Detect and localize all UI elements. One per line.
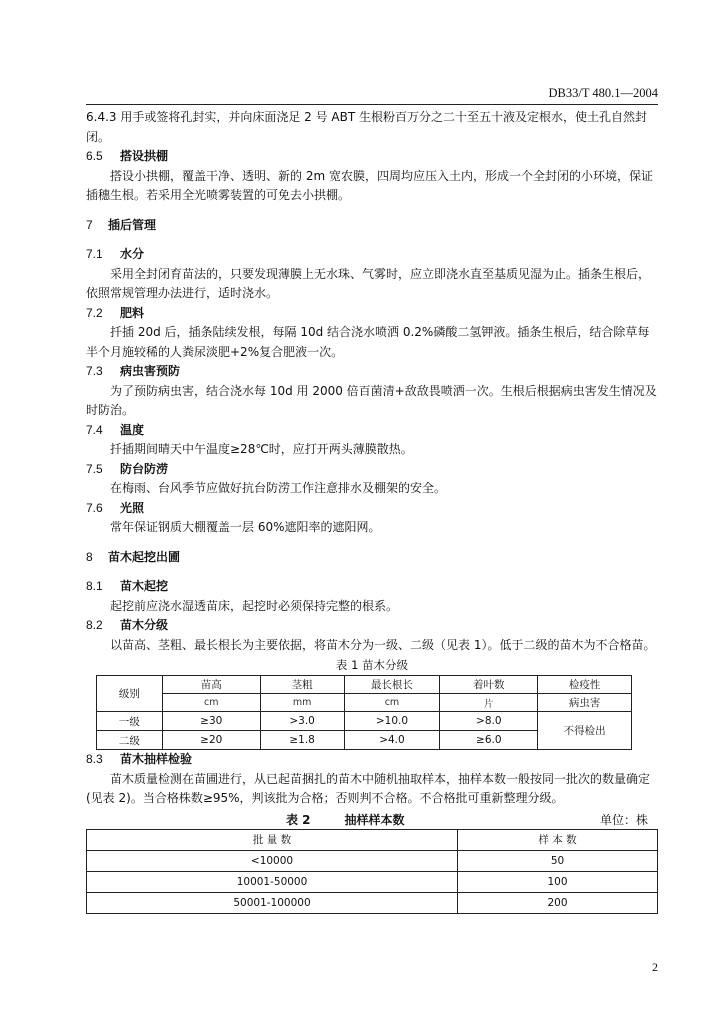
table1-cell: >4.0 xyxy=(344,731,440,750)
table1-unit-row xyxy=(97,694,632,712)
heading-7-4 xyxy=(86,421,658,441)
table1-cell: ≥6.0 xyxy=(440,731,538,750)
table2-cell: 200 xyxy=(458,892,658,913)
table-row xyxy=(87,892,658,913)
header-rule xyxy=(86,104,658,105)
heading-8-2 xyxy=(86,616,658,636)
table1-unit-cell: mm xyxy=(260,694,344,712)
table2-cell: 10001-50000 xyxy=(87,871,458,892)
table2-cell: 50001-100000 xyxy=(87,892,458,913)
heading-title: 苗木起挖出圃 xyxy=(108,549,181,564)
clause-7-5-text: 在梅雨、台风季节应做好抗台防涝工作注意排水及棚架的安全。 xyxy=(110,481,447,495)
heading-number: 7.4 xyxy=(86,422,103,437)
heading-number: 8.1 xyxy=(86,579,103,593)
heading-number: 8 xyxy=(86,549,93,564)
table2-number: 表 2 xyxy=(286,812,311,827)
document-body xyxy=(86,108,658,914)
heading-number: 7.5 xyxy=(86,461,103,476)
heading-title: 温度 xyxy=(120,422,145,437)
table1-cell: >3.0 xyxy=(260,712,344,731)
heading-7-6 xyxy=(86,499,658,519)
heading-title: 肥料 xyxy=(120,305,145,320)
clause-8-2-text: 以苗高、茎粗、最长根长为主要依据，将苗木分为一级、二级（见表 1）。低于二级的苗木为不合格苗。 xyxy=(110,637,656,652)
heading-number: 8.2 xyxy=(86,618,103,632)
table1-unit-cell: cm xyxy=(344,694,440,712)
table-row xyxy=(87,850,658,871)
table1-header-cell: 着叶数 xyxy=(440,676,538,694)
table1-header-cell: 苗高 xyxy=(162,676,260,694)
heading-7-3 xyxy=(86,362,658,382)
table2-name: 抽样样本数 xyxy=(344,812,405,827)
table2-cell: 100 xyxy=(458,871,658,892)
heading-title: 苗木分级 xyxy=(120,618,169,632)
heading-7 xyxy=(86,216,658,236)
table1-unit-cell: 片 xyxy=(440,694,538,712)
table2-sample-size xyxy=(86,829,658,914)
clause-7-1-text: 采用全封闭育苗法的，只要发现薄膜上无水珠、气雾时，应立即浇水直至基质见湿为止。插条生根后，依照常规管理办法进行，适时浇水。 xyxy=(86,266,651,300)
doc-code: DB33/T 480.1—2004 xyxy=(548,86,658,100)
heading-8 xyxy=(86,548,658,568)
table1-cell: 一级 xyxy=(97,712,163,731)
clause-8-1-text: 起挖前应浇水湿透苗床，起挖时必须保持完整的根系。 xyxy=(110,598,399,613)
table1-cell: 二级 xyxy=(97,731,163,750)
table2-cell: 50 xyxy=(458,850,658,871)
table1-cell: >10.0 xyxy=(344,712,440,731)
heading-7-5 xyxy=(86,460,658,480)
heading-title: 苗木起挖 xyxy=(120,579,169,593)
table1-unit-cell: cm xyxy=(162,694,260,712)
heading-title: 插后管理 xyxy=(108,217,157,232)
table1-cell: ≥20 xyxy=(162,731,260,750)
heading-title: 苗木抽样检验 xyxy=(120,752,193,766)
heading-7-2 xyxy=(86,304,658,324)
heading-8-3 xyxy=(86,750,658,770)
table1-header-row xyxy=(97,676,632,694)
table1-header-cell: 检疫性 xyxy=(538,676,632,694)
heading-title: 水分 xyxy=(120,247,145,261)
heading-7-1 xyxy=(86,245,658,265)
table1-header-cell: 最长根长 xyxy=(344,676,440,694)
table2-caption xyxy=(86,811,658,829)
table1-header-cell: 茎粗 xyxy=(260,676,344,694)
clause-7-6-text: 常年保证钢质大棚覆盖一层 60%遮阳率的遮阳网。 xyxy=(110,520,381,534)
table1-caption: 表 1 苗木分级 xyxy=(335,658,409,672)
heading-number: 6.5 xyxy=(86,149,103,163)
heading-number: 8.3 xyxy=(86,752,103,766)
table1-cell: ≥30 xyxy=(162,712,260,731)
heading-number: 7 xyxy=(86,217,93,232)
table2-header-row xyxy=(87,829,658,850)
table1-cell: ≥1.8 xyxy=(260,731,344,750)
heading-8-1 xyxy=(86,577,658,597)
heading-number: 7.3 xyxy=(86,364,103,378)
clause-7-2-text: 扦插 20d 后，插条陆续发根，每隔 10d 结合浇水喷洒 0.2%磷酸二氢钾液。插条生根后，结合除草每半个月施较稀的人粪尿淡肥+2%复合肥液一次。 xyxy=(86,325,650,359)
table2-header-cell: 批 量 数 xyxy=(87,829,458,850)
heading-title: 防台防涝 xyxy=(120,461,169,476)
table2-cell: <10000 xyxy=(87,850,458,871)
table1-header-cell: 级别 xyxy=(97,676,163,712)
heading-title: 病虫害预防 xyxy=(120,364,181,378)
heading-number: 7.2 xyxy=(86,305,103,320)
heading-number: 7.1 xyxy=(86,247,103,261)
heading-6-5 xyxy=(86,147,658,167)
heading-number: 7.6 xyxy=(86,500,103,515)
table1-grading xyxy=(96,675,632,750)
clause-6-4-3: 6.4.3 用手或签将孔封实，并向床面浇足 2 号 ABT 生根粉百万分之二十至五十液及定根水，使土孔自然封闭。 xyxy=(86,110,648,144)
table1-cell: >8.0 xyxy=(440,712,538,731)
clause-8-3-text: 苗木质量检测在苗圃进行，从已起苗捆扎的苗木中随机抽取样本，抽样本数一般按同一批次的数量确定(见表 2)。当合格株数≥95%，判该批为合格；否则判不合格。不合格批可重新整理分级。 xyxy=(86,771,651,805)
clause-7-3-text: 为了预防病虫害，结合浇水每 10d 用 2000 倍百菌清+敌敌畏喷洒一次。生根后根据病虫害发生情况及时防治。 xyxy=(86,383,657,417)
table-row xyxy=(87,871,658,892)
page-number: 2 xyxy=(652,960,658,974)
table2-title xyxy=(286,811,439,829)
table1-unit-cell: 病虫害 xyxy=(538,694,632,712)
clause-7-4-text: 扦插期间晴天中午温度≥28℃时，应打开两头薄膜散热。 xyxy=(110,442,413,456)
heading-title: 搭设拱棚 xyxy=(120,149,169,163)
heading-title: 光照 xyxy=(120,500,145,515)
table2-header-cell: 样 本 数 xyxy=(458,829,658,850)
table-row xyxy=(97,712,632,731)
clause-6-5-text: 搭设小拱棚，覆盖干净、透明、新的 2m 宽农膜，四周均应压入土内，形成一个全封闭的小环境，保证插穗生根。若采用全光喷雾装置的可免去小拱棚。 xyxy=(86,168,653,202)
table1-merged-cell: 不得检出 xyxy=(538,712,632,750)
table2-unit: 单位：株 xyxy=(599,812,648,827)
